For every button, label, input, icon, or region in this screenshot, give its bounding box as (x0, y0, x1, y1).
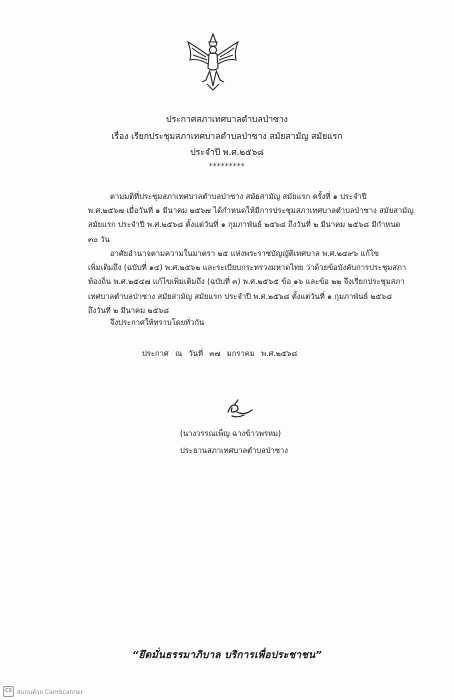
text-line: ท้องถิ่น พ.ศ.๒๕๔๗ แก้ไขเพิ่มเติมถึง (ฉบับที่ ๓) พ.ศ.๒๕๖๕ ข้อ ๑๖ และข้อ ๒๒ จึงเรียกประชุมสภา (88, 277, 405, 287)
announcement-header (0, 112, 454, 171)
handwritten-signature (222, 398, 256, 420)
text-line: ถึงวันที่ ๒ มีนาคม ๒๕๖๘ (88, 305, 169, 315)
announcement-year: ประจำปี พ.ศ.๒๕๖๘ (190, 148, 264, 158)
camscanner-logo-icon: CS (3, 686, 14, 697)
signer-name: (นางวรรณเพ็ญ ฉางข้าวพรหม) (180, 429, 281, 438)
text-line: สมัยแรก ประจำปี พ.ศ.๒๕๖๘ ตั้งแต่วันที่ ๑ กุมภาพันธ์ ๒๕๖๘ ถึงวันที่ ๒ มีนาคม ๒๕๖๘ มีกำหนด (88, 220, 401, 230)
scanner-watermark (3, 686, 83, 697)
text-line: จึงประกาศให้ทราบโดยทั่วกัน (110, 318, 205, 327)
text-line: ตามมติที่ประชุมสภาเทศบาลตำบลป่าซาง สมัยสามัญ สมัยแรก ครั้งที่ ๑ ประจำปี (110, 192, 367, 201)
paragraph-resolution (88, 190, 414, 247)
text-line: อาศัยอำนาจตามความในมาตรา ๒๕ แห่งพระราชบัญญัติเทศบาล พ.ศ.๒๔๙๖ แก้ไข (110, 249, 379, 258)
text-line: เทศบาลตำบลป่าซาง สมัยสามัญ สมัยแรก ประจำปี พ.ศ.๒๕๖๘ ตั้งแต่วันที่ ๑ กุมภาพันธ์ ๒๕๖๘ (88, 291, 392, 301)
separator-stars: ********* (209, 161, 245, 170)
garuda-emblem-icon (182, 30, 244, 92)
paragraph-notice (88, 316, 388, 330)
footer-slogan: “ยึดมั่นธรรมาภิบาล บริการเพื่อประชาชน” (132, 650, 322, 661)
announcement-title: ประกาศสภาเทศบาลตำบลป่าซาง (166, 115, 288, 125)
announcement-date: ประกาศ ณ วันที่ ๓๗ มกราคม พ.ศ.๒๕๖๘ (142, 349, 298, 358)
signer-block (180, 425, 350, 459)
text-line: ๓๐ วัน (88, 234, 110, 244)
watermark-text: สแกนด้วย CamScanner (17, 688, 84, 696)
text-line: พ.ศ.๒๕๖๗ เมื่อวันที่ ๑ มีนาคม ๒๕๖๗ ได้กำหนดให้มีการประชุมสภาเทศบาลตำบลป่าซาง สมัยสามัญ (88, 206, 414, 216)
paragraph-legal-basis (88, 247, 407, 318)
signer-position: ประธานสภาเทศบาลตำบลป่าซาง (180, 446, 289, 455)
announcement-subject: เรื่อง เรียกประชุมสภาเทศบาลตำบลป่าซาง สมัยสามัญ สมัยแรก (111, 131, 343, 142)
text-line: เพิ่มเติมถึง (ฉบับที่ ๑๔) พ.ศ.๒๕๖๒ และระเบียบกระทรวงมหาดไทย ว่าด้วยข้อบังคับการประชุมสภา (88, 263, 407, 273)
